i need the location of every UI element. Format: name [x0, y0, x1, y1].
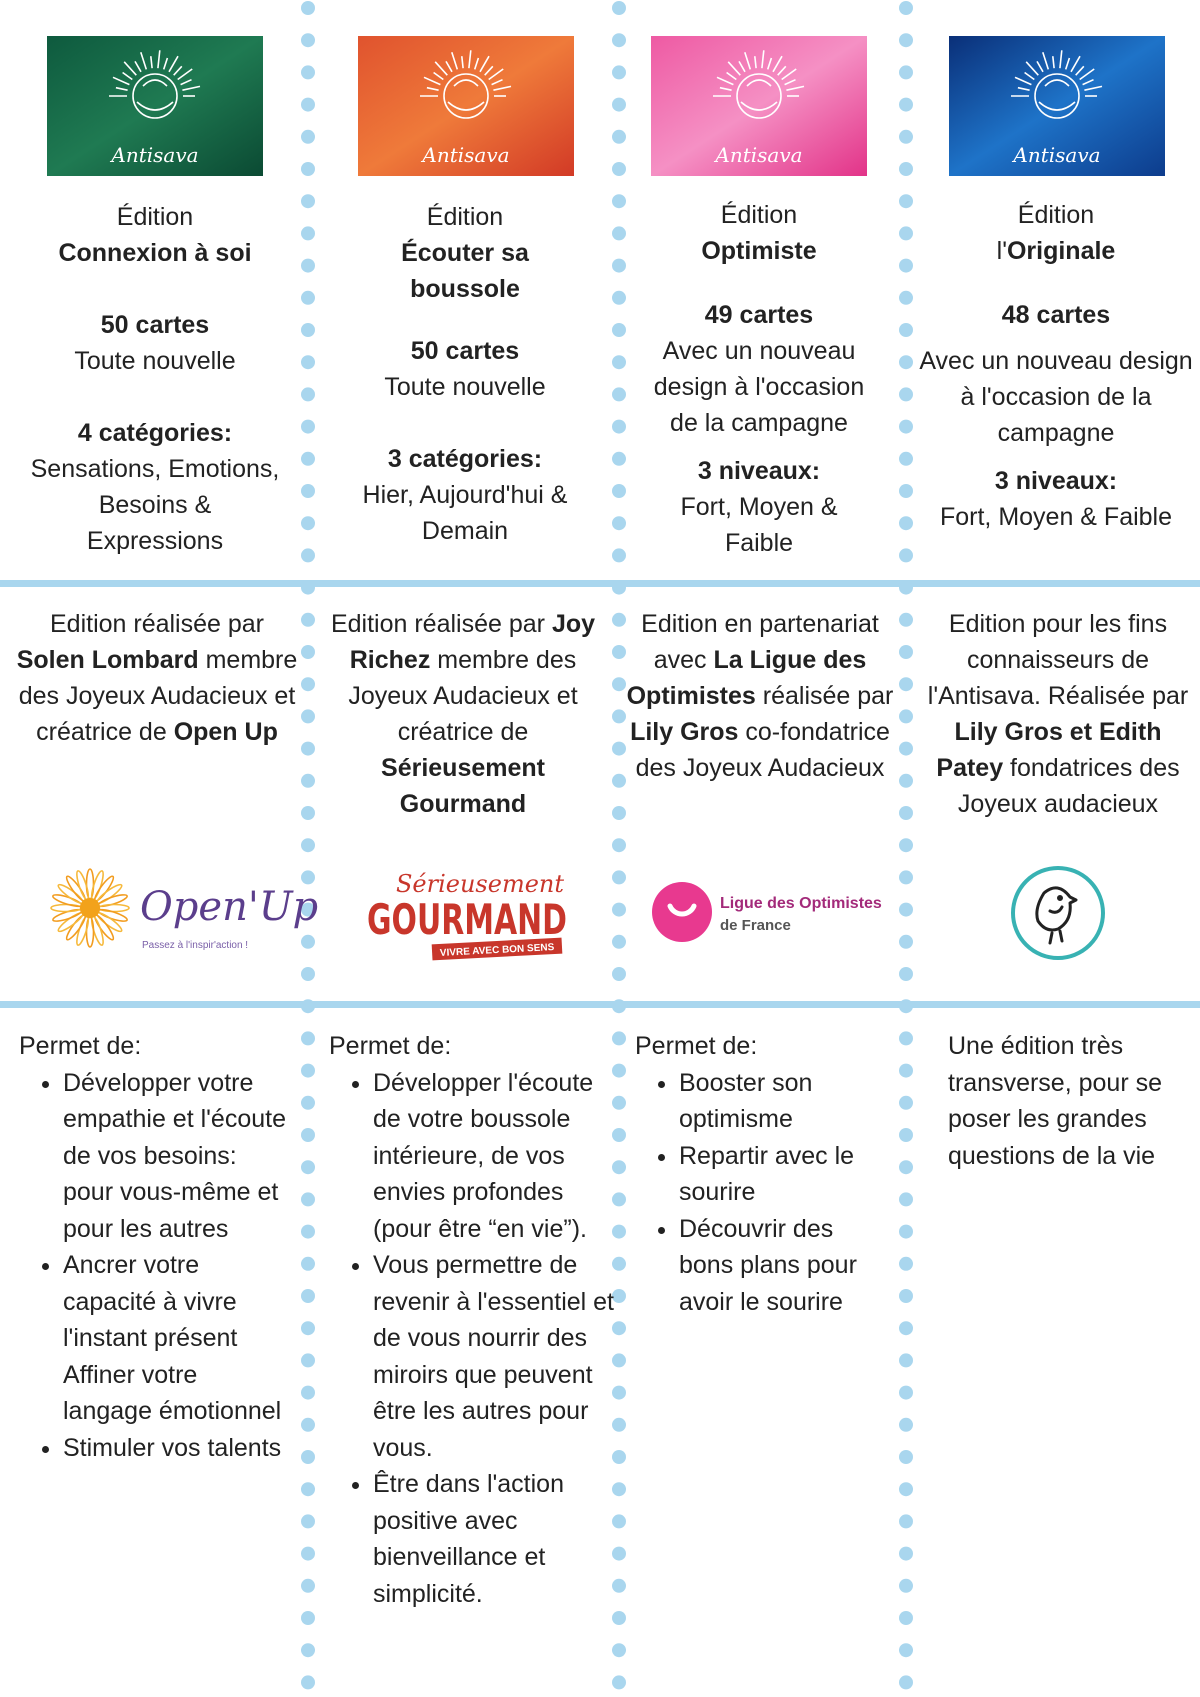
- edition-label: Édition: [116, 203, 194, 231]
- benefits-boussole: [329, 1028, 614, 1612]
- benefits-list: [19, 1065, 289, 1467]
- edition-name: Optimiste: [701, 237, 817, 265]
- edition-name-prefix: l': [996, 237, 1007, 265]
- credit-text: membre des Joyeux Audacieux et créatrice de: [348, 646, 578, 746]
- grouping-items: Fort, Moyen & Faible: [680, 493, 838, 557]
- benefits-originale: [948, 1028, 1188, 1174]
- benefits-optimiste: [635, 1028, 890, 1320]
- grouping-items: Hier, Aujourd'hui & Demain: [362, 481, 568, 545]
- card-count: 50 cartes: [410, 337, 520, 365]
- edition-label: Édition: [426, 203, 504, 231]
- column-separator-1: [300, 0, 316, 1697]
- grouping-items: Sensations, Emotions, Besoins & Expressions: [30, 455, 280, 555]
- card-image-boussole: [358, 36, 574, 176]
- column-separator-3: [898, 0, 914, 1697]
- daisy-icon: [51, 869, 129, 947]
- grouping-items: Fort, Moyen & Faible: [939, 503, 1173, 531]
- credit-text: co-fondatrice des Joyeux Audacieux: [635, 718, 890, 782]
- list-item: • Vous permettre de revenir à l'essentiel et de vous nourrir des miroirs que peuvent être les autres pour vous.: [373, 1247, 614, 1466]
- benefits-text: Une édition très transverse, pour se poser les grandes questions de la vie: [948, 1032, 1162, 1170]
- svg-text:GOURMAND: GOURMAND: [367, 895, 567, 944]
- list-item: • Repartir avec le sourire: [679, 1138, 890, 1211]
- credit-partner: La Ligue des Optimistes: [626, 646, 867, 710]
- grouping-title: 3 niveaux:: [994, 467, 1118, 495]
- list-item: • Stimuler vos talents: [63, 1430, 289, 1467]
- benefits-list: [635, 1065, 890, 1321]
- credit-boussole: [320, 606, 606, 822]
- credit-originale: [918, 606, 1198, 822]
- benefits-intro: Permet de:: [329, 1032, 452, 1060]
- credit-author: Lily Gros et Edith Patey: [936, 718, 1162, 782]
- credit-brand: Open Up: [173, 718, 278, 746]
- edition-name-line: [918, 233, 1194, 269]
- bird-logo: [1008, 863, 1108, 963]
- credit-text: réalisée par: [755, 682, 894, 710]
- list-item: • Découvrir des bons plans pour avoir le sourire: [679, 1211, 890, 1321]
- row-separator-bottom: [0, 1001, 1200, 1008]
- design-note: Avec un nouveau design à l'occasion de la campagne: [919, 347, 1193, 447]
- svg-text:Passez à l'inspir'action !: Passez à l'inspir'action !: [142, 940, 249, 951]
- svg-text:Antisava: Antisava: [111, 143, 199, 167]
- credit-brand: Sérieusement Gourmand: [381, 754, 545, 818]
- card-image-optimiste: [651, 36, 867, 176]
- credit-text: fondatrices des Joyeux audacieux: [957, 754, 1180, 818]
- edition-info-optimiste: [632, 197, 886, 561]
- edition-info-connexion: [20, 199, 290, 559]
- card-count: 50 cartes: [100, 311, 210, 339]
- credit-author: Lily Gros: [630, 718, 739, 746]
- svg-text:VIVRE AVEC BON SENS: VIVRE AVEC BON SENS: [439, 942, 555, 959]
- ligue-des-optimistes-logo: [650, 876, 890, 948]
- list-item: • Développer l'écoute de votre boussole intérieure, de vos envies profondes (pour être “en vie”).: [373, 1065, 614, 1248]
- svg-text:Ligue des Optimistes: Ligue des Optimistes: [720, 895, 882, 912]
- card-count: 48 cartes: [1001, 301, 1111, 329]
- credit-optimiste: [626, 606, 894, 786]
- credit-text: Edition en partenariat avec: [641, 610, 879, 674]
- card-image-originale: [949, 36, 1165, 176]
- benefits-intro: Permet de:: [635, 1032, 758, 1060]
- design-note: Toute nouvelle: [384, 373, 546, 401]
- credit-text: Edition réalisée par: [330, 610, 552, 638]
- edition-label: Édition: [720, 201, 798, 229]
- card-count: 49 cartes: [704, 301, 814, 329]
- list-item: • Ancrer votre capacité à vivre l'instant présent Affiner votre langage émotionnel: [63, 1247, 289, 1430]
- credit-text: Edition réalisée par: [49, 610, 264, 638]
- credit-connexion: [14, 606, 300, 750]
- credit-author: Solen Lombard: [16, 646, 199, 674]
- edition-info-boussole: [345, 199, 585, 549]
- grouping-title: 3 catégories:: [387, 445, 543, 473]
- svg-text:de France: de France: [720, 917, 791, 934]
- edition-name: Connexion à soi: [58, 239, 252, 267]
- edition-name: Originale: [1006, 237, 1116, 265]
- design-note: Toute nouvelle: [74, 347, 236, 375]
- svg-text:Sérieusement: Sérieusement: [395, 870, 565, 898]
- list-item: • Développer votre empathie et l'écoute de vos besoins: pour vous-même et pour les autres: [63, 1065, 289, 1248]
- edition-label: Édition: [1017, 201, 1095, 229]
- svg-text:Antisava: Antisava: [422, 143, 510, 167]
- open-up-logo: [44, 862, 319, 958]
- benefits-connexion: [19, 1028, 289, 1466]
- credit-text: Edition pour les fins connaisseurs de l'Antisava. Réalisée par: [927, 610, 1189, 710]
- grouping-title: 3 niveaux:: [697, 457, 821, 485]
- benefits-list: [329, 1065, 614, 1613]
- list-item: • Être dans l'action positive avec bienveillance et simplicité.: [373, 1466, 614, 1612]
- benefits-intro: Permet de:: [19, 1032, 142, 1060]
- edition-name: Écouter sa boussole: [401, 239, 529, 303]
- serieusement-gourmand-logo: [362, 862, 572, 962]
- grouping-title: 4 catégories:: [77, 419, 233, 447]
- row-separator-top: [0, 580, 1200, 587]
- credit-author: Joy Richez: [349, 610, 596, 674]
- design-note: Avec un nouveau design à l'occasion de la campagne: [653, 337, 865, 437]
- edition-info-originale: [918, 197, 1194, 535]
- card-image-connexion: [47, 36, 263, 176]
- svg-text:Open'Up: Open'Up: [140, 884, 319, 930]
- list-item: • Booster son optimisme: [679, 1065, 890, 1138]
- svg-text:Antisava: Antisava: [715, 143, 803, 167]
- credit-text: membre des Joyeux Audacieux et créatrice de: [18, 646, 298, 746]
- svg-text:Antisava: Antisava: [1013, 143, 1101, 167]
